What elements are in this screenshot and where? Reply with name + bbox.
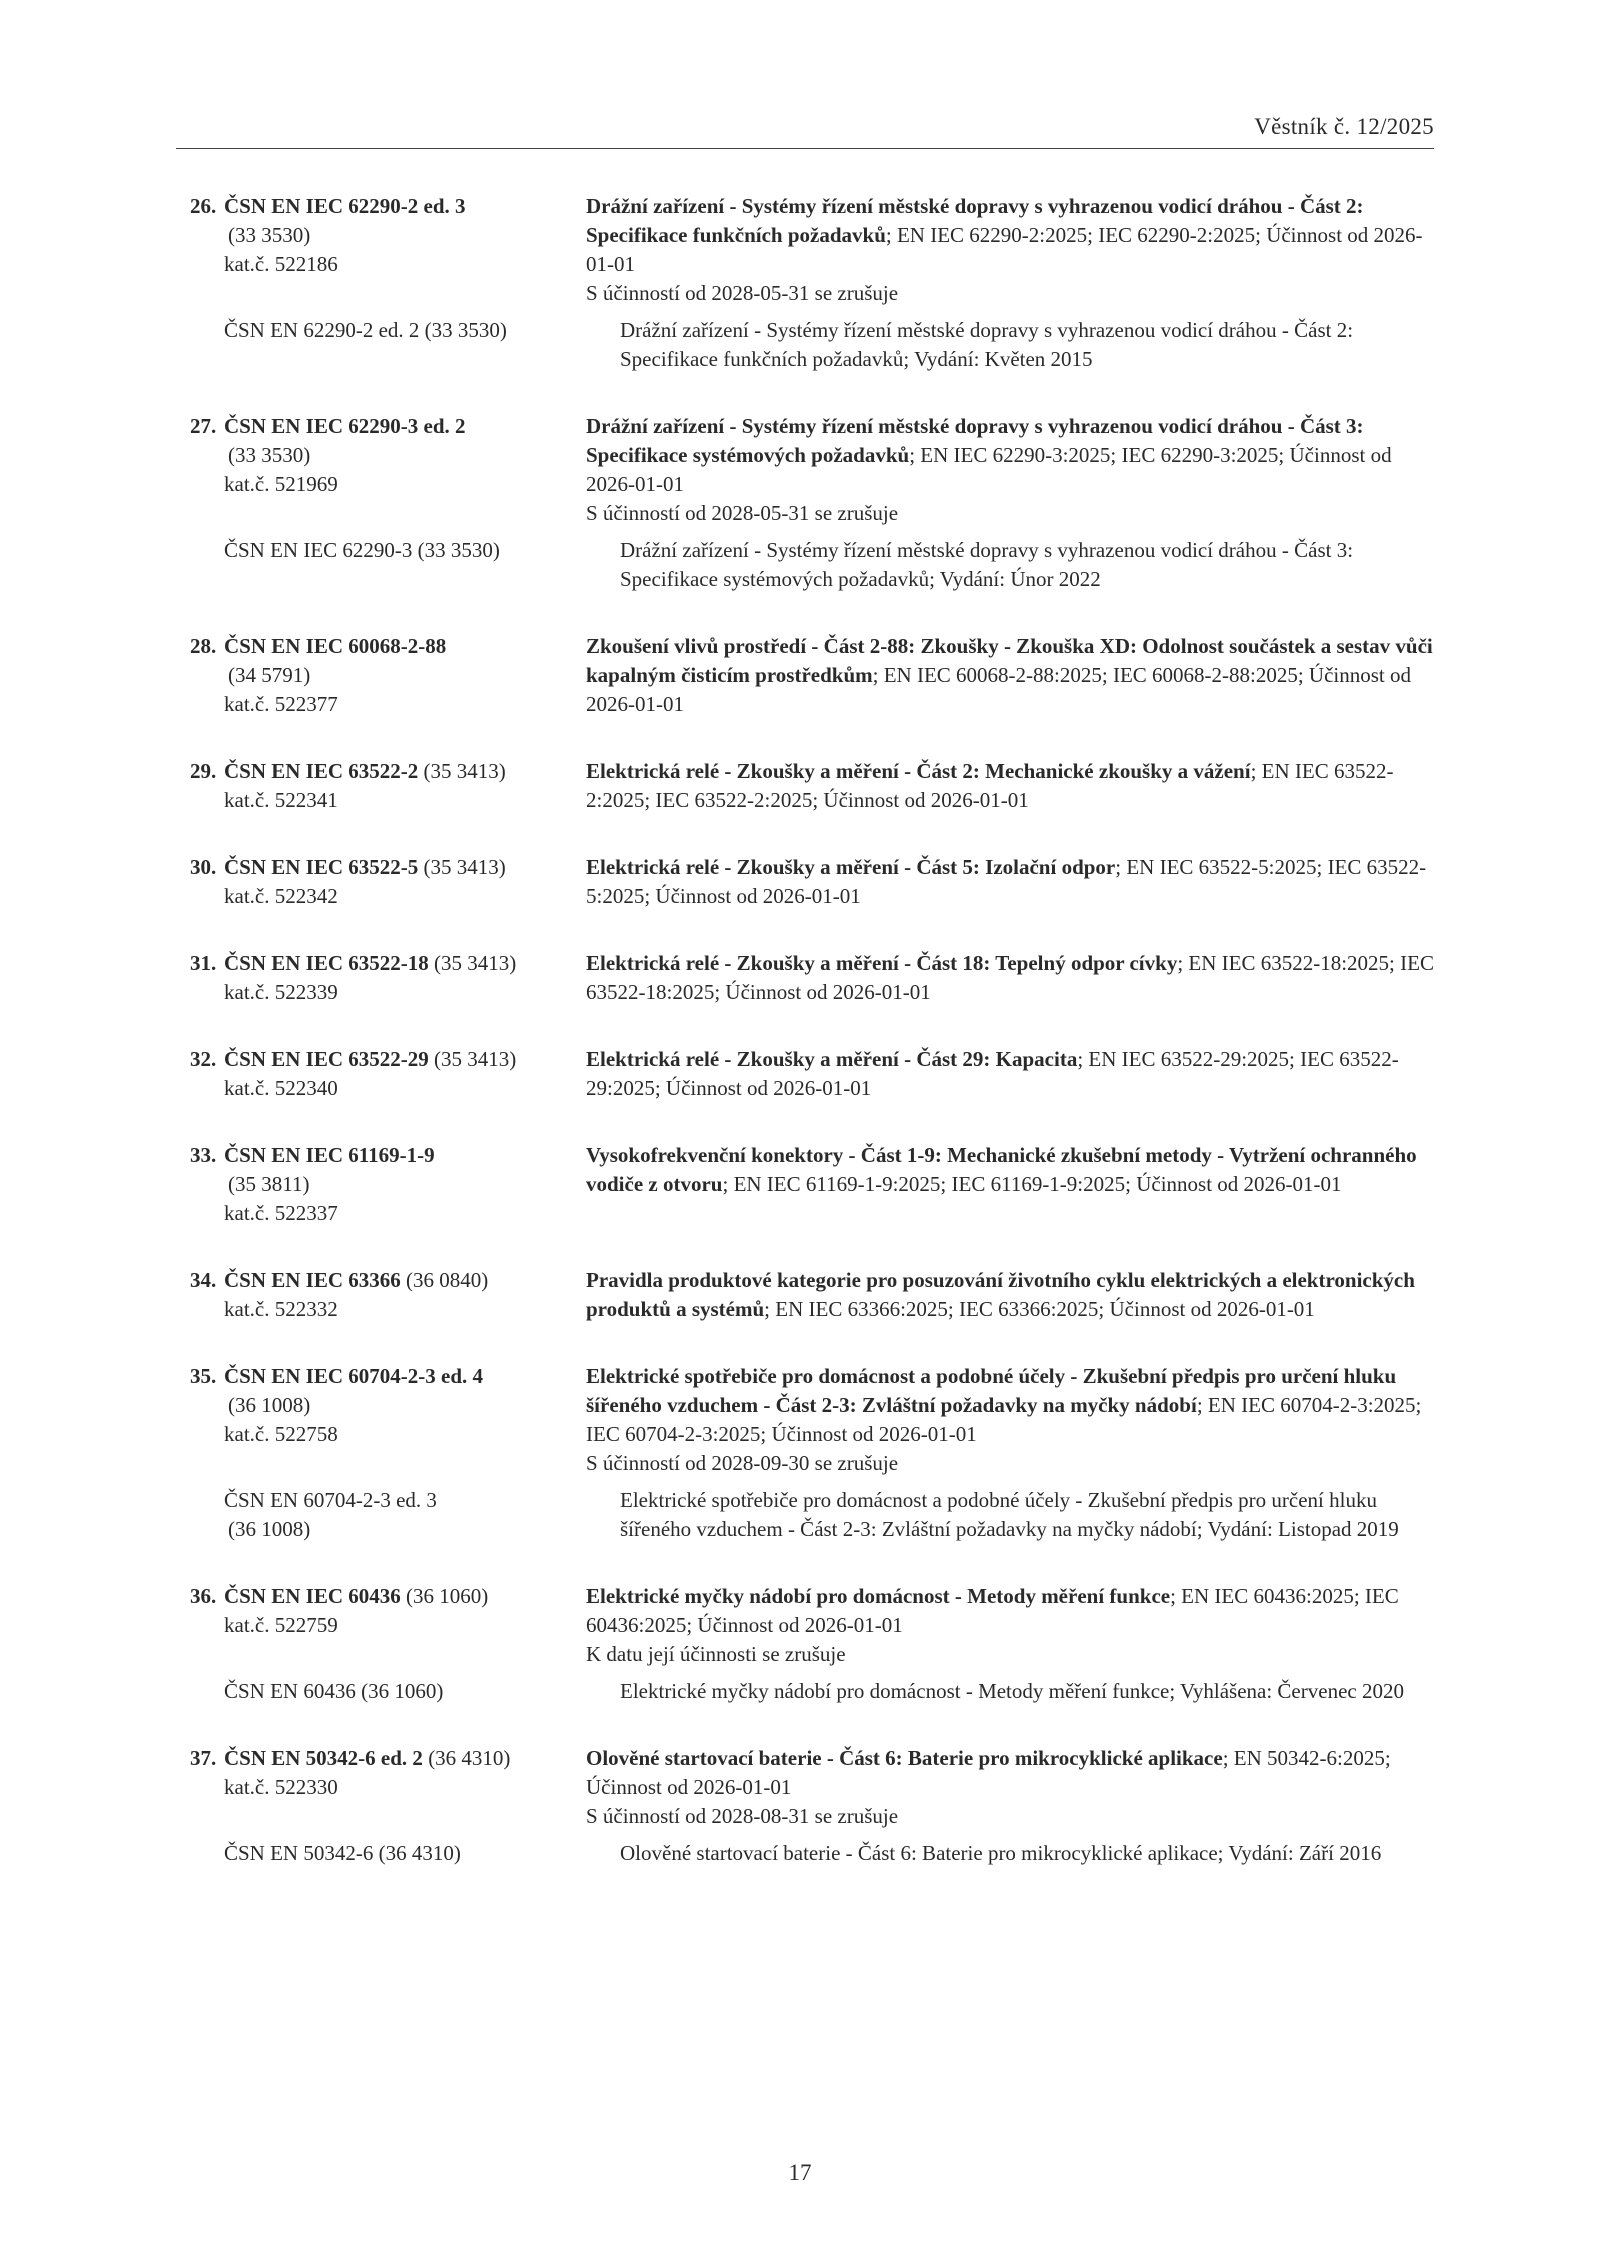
standard-title: Pravidla produktové kategorie pro posuzování životního cyklu elektrických a elektronických produktů a systémů [586,1268,1415,1321]
new-standard [190,853,1440,911]
standard-code: ČSN EN IEC 63522-5 [224,855,419,879]
standard-code: ČSN EN IEC 60436 [224,1584,401,1608]
standards-list [190,192,1440,1906]
standard-details: ; EN IEC 60068-2-88:2025; IEC 60068-2-88:2025; Účinnost od 2026-01-01 [586,663,1412,716]
standard-code: ČSN EN IEC 62290-2 ed. 3 [224,194,466,218]
new-standard [190,757,1440,815]
standard-designation [190,1141,586,1228]
entry-number: 30. [190,855,217,879]
standard-code: ČSN EN 50342-6 ed. 2 [224,1746,423,1770]
standard-code: ČSN EN IEC 62290-3 ed. 2 [224,414,466,438]
replaced-code: ČSN EN 62290-2 ed. 2 (33 3530) [224,318,507,342]
standard-description [586,949,1436,1007]
catalog-number: kat.č. 522340 [224,1076,338,1100]
standard-details: ; EN 50342-6:2025; Účinnost od 2026-01-01 [586,1746,1391,1799]
replaced-standard [190,1486,1440,1544]
standard-details: ; EN IEC 63522-29:2025; IEC 63522-29:2025; Účinnost od 2026-01-01 [586,1047,1399,1100]
page-header [176,110,1434,149]
standard-title: Olověné startovací baterie - Část 6: Baterie pro mikrocyklické aplikace [586,1746,1223,1770]
replaced-description: Drážní zařízení - Systémy řízení městské dopravy s vyhrazenou vodicí dráhou - Část 2: Specifikace funkčních požadavků; Vydání: Květen 2015 [620,318,1354,371]
replaced-code: ČSN EN 60704-2-3 ed. 3 [224,1488,437,1512]
standard-details: ; EN IEC 60704-2-3:2025; IEC 60704-2-3:2025; Účinnost od 2026-01-01 [586,1393,1422,1446]
replaced-standard [190,1677,1440,1706]
classification-code: (34 5791) [228,663,311,687]
catalog-number: kat.č. 522758 [224,1422,338,1446]
classification-code: (35 3413) [434,951,517,975]
entry-number: 36. [190,1584,217,1608]
replaced-code: ČSN EN IEC 62290-3 (33 3530) [224,538,500,562]
standard-code: ČSN EN IEC 63522-29 [224,1047,429,1071]
standard-entry [190,632,1440,719]
standard-description [586,1582,1436,1669]
replaced-description: Elektrické myčky nádobí pro domácnost - Metody měření funkce; Vyhlášena: Červenec 2020 [620,1679,1404,1703]
catalog-number: kat.č. 522377 [224,692,338,716]
withdrawal-note: S účinností od 2028-09-30 se zrušuje [586,1451,899,1475]
catalog-number: kat.č. 521969 [224,472,338,496]
standard-title: Elektrická relé - Zkoušky a měření - Část 18: Tepelný odpor cívky [586,951,1178,975]
new-standard [190,1141,1440,1228]
replaced-code: ČSN EN 60436 (36 1060) [224,1679,444,1703]
classification-code: (33 3530) [228,223,311,247]
entry-number: 29. [190,759,217,783]
standard-title: Elektrické myčky nádobí pro domácnost - Metody měření funkce [586,1584,1171,1608]
catalog-number: kat.č. 522341 [224,788,338,812]
catalog-number: kat.č. 522339 [224,980,338,1004]
standard-title: Elektrická relé - Zkoušky a měření - Část 5: Izolační odpor [586,855,1116,879]
standard-entry [190,412,1440,594]
standard-description [586,192,1436,308]
standard-entry [190,1744,1440,1868]
standard-title: Vysokofrekvenční konektory - Část 1-9: Mechanické zkušební metody - Vytržení ochranného vodiče z otvoru [586,1143,1417,1196]
replaced-classification: (36 1008) [228,1517,311,1541]
standard-designation [190,1362,586,1478]
standard-description [586,853,1436,911]
standard-description [586,1362,1436,1478]
standard-entry [190,757,1440,815]
standard-designation [190,632,586,719]
standard-details: ; EN IEC 63522-5:2025; IEC 63522-5:2025; Účinnost od 2026-01-01 [586,855,1427,908]
standard-details: ; EN IEC 63522-2:2025; IEC 63522-2:2025; Účinnost od 2026-01-01 [586,759,1394,812]
standard-designation [190,949,586,1007]
standard-designation [190,853,586,911]
new-standard [190,192,1440,308]
standard-code: ČSN EN IEC 60068-2-88 [224,634,447,658]
standard-details: ; EN IEC 62290-2:2025; IEC 62290-2:2025; Účinnost od 2026-01-01 [586,223,1423,276]
standard-entry [190,1362,1440,1544]
new-standard [190,1045,1440,1103]
catalog-number: kat.č. 522330 [224,1775,338,1799]
standard-designation [190,1744,586,1831]
standard-designation [190,1582,586,1669]
entry-number: 33. [190,1143,217,1167]
new-standard [190,632,1440,719]
new-standard [190,1362,1440,1478]
standard-code: ČSN EN IEC 60704-2-3 ed. 4 [224,1364,484,1388]
replaced-standard [190,316,1440,374]
standard-designation [190,1045,586,1103]
classification-code: (35 3413) [423,759,506,783]
classification-code: (36 4310) [428,1746,511,1770]
catalog-number: kat.č. 522337 [224,1201,338,1225]
standard-entry [190,949,1440,1007]
entry-number: 27. [190,414,217,438]
standard-details: ; EN IEC 62290-3:2025; IEC 62290-3:2025; Účinnost od 2026-01-01 [586,443,1392,496]
new-standard [190,1582,1440,1669]
replaced-standard [190,536,1440,594]
standard-description [586,1141,1436,1228]
standard-designation [190,757,586,815]
standard-code: ČSN EN IEC 63522-18 [224,951,429,975]
new-standard [190,412,1440,528]
replaced-description: Drážní zařízení - Systémy řízení městské dopravy s vyhrazenou vodicí dráhou - Část 3: Specifikace systémových požadavků; Vydání: Únor 2022 [620,538,1354,591]
standard-entry [190,1045,1440,1103]
standard-designation [190,412,586,528]
standard-title: Elektrické spotřebiče pro domácnost a podobné účely - Zkušební předpis pro určení hluku šířeného vzduchem - Část 2-3: Zvláštní požadavky na myčky nádobí [586,1364,1397,1417]
standard-title: Elektrická relé - Zkoušky a měření - Část 29: Kapacita [586,1047,1078,1071]
withdrawal-note: K datu její účinnosti se zrušuje [586,1642,846,1666]
standard-description [586,412,1436,528]
standard-details: ; EN IEC 63522-18:2025; IEC 63522-18:2025; Účinnost od 2026-01-01 [586,951,1434,1004]
standard-code: ČSN EN IEC 61169-1-9 [224,1143,435,1167]
classification-code: (36 0840) [406,1268,489,1292]
standard-entry [190,1266,1440,1324]
classification-code: (36 1008) [228,1393,311,1417]
standard-details: ; EN IEC 63366:2025; IEC 63366:2025; Účinnost od 2026-01-01 [764,1297,1315,1321]
classification-code: (35 3413) [423,855,506,879]
standard-entry [190,192,1440,374]
catalog-number: kat.č. 522186 [224,252,338,276]
bulletin-title: Věstník č. 12/2025 [1254,114,1434,139]
standard-description [586,1744,1436,1831]
standard-details: ; EN IEC 61169-1-9:2025; IEC 61169-1-9:2025; Účinnost od 2026-01-01 [722,1172,1342,1196]
replaced-standard [190,1839,1440,1868]
replaced-description: Olověné startovací baterie - Část 6: Baterie pro mikrocyklické aplikace; Vydání: Září 2016 [620,1841,1382,1865]
classification-code: (35 3413) [434,1047,517,1071]
classification-code: (33 3530) [228,443,311,467]
new-standard [190,1744,1440,1831]
standard-description [586,1045,1436,1103]
standard-designation [190,1266,586,1324]
withdrawal-note: S účinností od 2028-08-31 se zrušuje [586,1804,899,1828]
catalog-number: kat.č. 522332 [224,1297,338,1321]
standard-title: Drážní zařízení - Systémy řízení městské dopravy s vyhrazenou vodicí dráhou - Část 3: Specifikace systémových požadavků [586,414,1364,467]
entry-number: 35. [190,1364,217,1388]
standard-description [586,632,1436,719]
standard-description [586,1266,1436,1324]
new-standard [190,949,1440,1007]
replaced-description: Elektrické spotřebiče pro domácnost a podobné účely - Zkušební předpis pro určení hluku šířeného vzduchem - Část 2-3: Zvláštní požadavky na myčky nádobí; Vydání: Listopad 2019 [620,1488,1399,1541]
classification-code: (35 3811) [228,1172,310,1196]
replaced-code: ČSN EN 50342-6 (36 4310) [224,1841,461,1865]
standard-title: Elektrická relé - Zkoušky a měření - Část 2: Mechanické zkoušky a vážení [586,759,1251,783]
standard-title: Zkoušení vlivů prostředí - Část 2-88: Zkoušky - Zkouška XD: Odolnost součástek a sestav vůči kapalným čisticím prostředkům [586,634,1433,687]
catalog-number: kat.č. 522342 [224,884,338,908]
standard-description [586,757,1436,815]
standard-entry [190,853,1440,911]
standard-details: ; EN IEC 60436:2025; IEC 60436:2025; Účinnost od 2026-01-01 [586,1584,1399,1637]
standard-title: Drážní zařízení - Systémy řízení městské dopravy s vyhrazenou vodicí dráhou - Část 2: Specifikace funkčních požadavků [586,194,1364,247]
replaced-designation [190,1486,620,1544]
entry-number: 31. [190,951,217,975]
entry-number: 26. [190,194,217,218]
withdrawal-note: S účinností od 2028-05-31 se zrušuje [586,501,899,525]
standard-designation [190,192,586,308]
catalog-number: kat.č. 522759 [224,1613,338,1637]
standard-code: ČSN EN IEC 63522-2 [224,759,419,783]
new-standard [190,1266,1440,1324]
withdrawal-note: S účinností od 2028-05-31 se zrušuje [586,281,899,305]
entry-number: 32. [190,1047,217,1071]
page-number: 17 [788,2160,812,2185]
classification-code: (36 1060) [406,1584,489,1608]
entry-number: 28. [190,634,217,658]
standard-entry [190,1582,1440,1706]
entry-number: 34. [190,1268,217,1292]
entry-number: 37. [190,1746,217,1770]
standard-code: ČSN EN IEC 63366 [224,1268,401,1292]
standard-entry [190,1141,1440,1228]
